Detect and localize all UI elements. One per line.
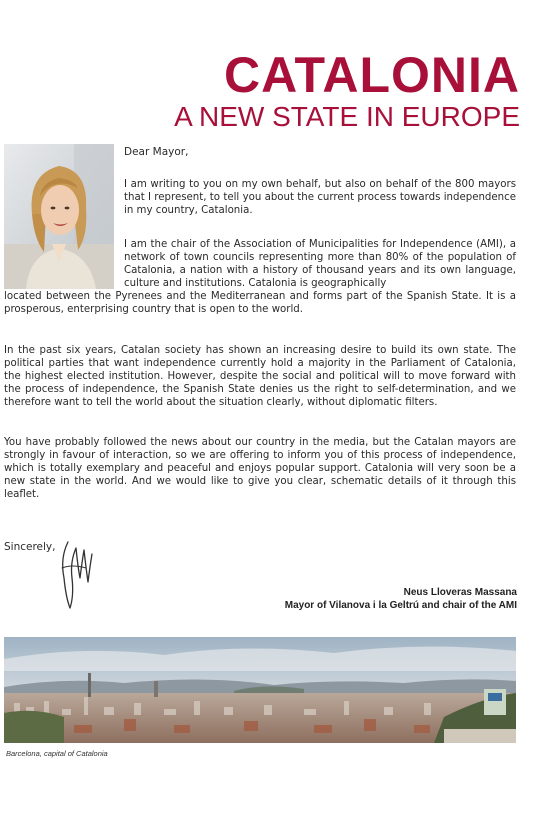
letter-paragraph-1: I am writing to you on my own behalf, but also on behalf of the 800 mayors that I represent, to tell you about the current process towards independence in my country, Catalonia.	[124, 179, 516, 216]
page-title: CATALONIA	[224, 47, 520, 103]
letter-paragraph-4: You have probably followed the news about our country in the media, but the Catalan mayors are strongly in favour of interaction, so we are offering to inform you of this process of independence, which is totally exemplary and peaceful and enjoys popular support. Catalonia will very soon be a new state in the world. And we would like to give you clear, schematic details of it through this leaflet.	[4, 437, 516, 500]
letter-closing: Sincerely,	[4, 541, 56, 553]
barcelona-panorama	[4, 637, 516, 743]
letter-paragraph-3: In the past six years, Catalan society has shown an increasing desire to build its own state. The political parties that want independence currently hold a majority in the Parliament of Catalonia, the highest elected institution. However, despite the social and political will to move forward with the process of independence, the Spanish State denies us the right to self-determination, and we therefore want to tell the world about the situation clearly, without diplomatic filters.	[4, 345, 516, 408]
photo-caption: Barcelona, capital of Catalonia	[6, 749, 108, 758]
author-portrait	[4, 144, 114, 289]
portrait-image	[4, 144, 114, 289]
handwritten-signature	[56, 538, 96, 612]
letter-greeting: Dear Mayor,	[124, 146, 189, 158]
signer-role: Mayor of Vilanova i la Geltrú and chair of the AMI	[284, 600, 517, 611]
panorama-image	[4, 637, 516, 743]
signer-name: Neus Lloveras Massana	[403, 587, 517, 598]
letter-paragraph-2-continued: located between the Pyrenees and the Mediterranean and forms part of the Spanish State. It is a prosperous, enterprising country that is open to the world.	[4, 291, 516, 315]
page-subtitle: A NEW STATE IN EUROPE	[174, 101, 520, 132]
letter-paragraph-2: I am the chair of the Association of Municipalities for Independence (AMI), a network of town councils representing more than 80% of the population of Catalonia, a nation with a history of thousand years and its own language, culture and institutions. Catalonia is geographically	[124, 239, 516, 289]
signer-block	[197, 586, 517, 612]
